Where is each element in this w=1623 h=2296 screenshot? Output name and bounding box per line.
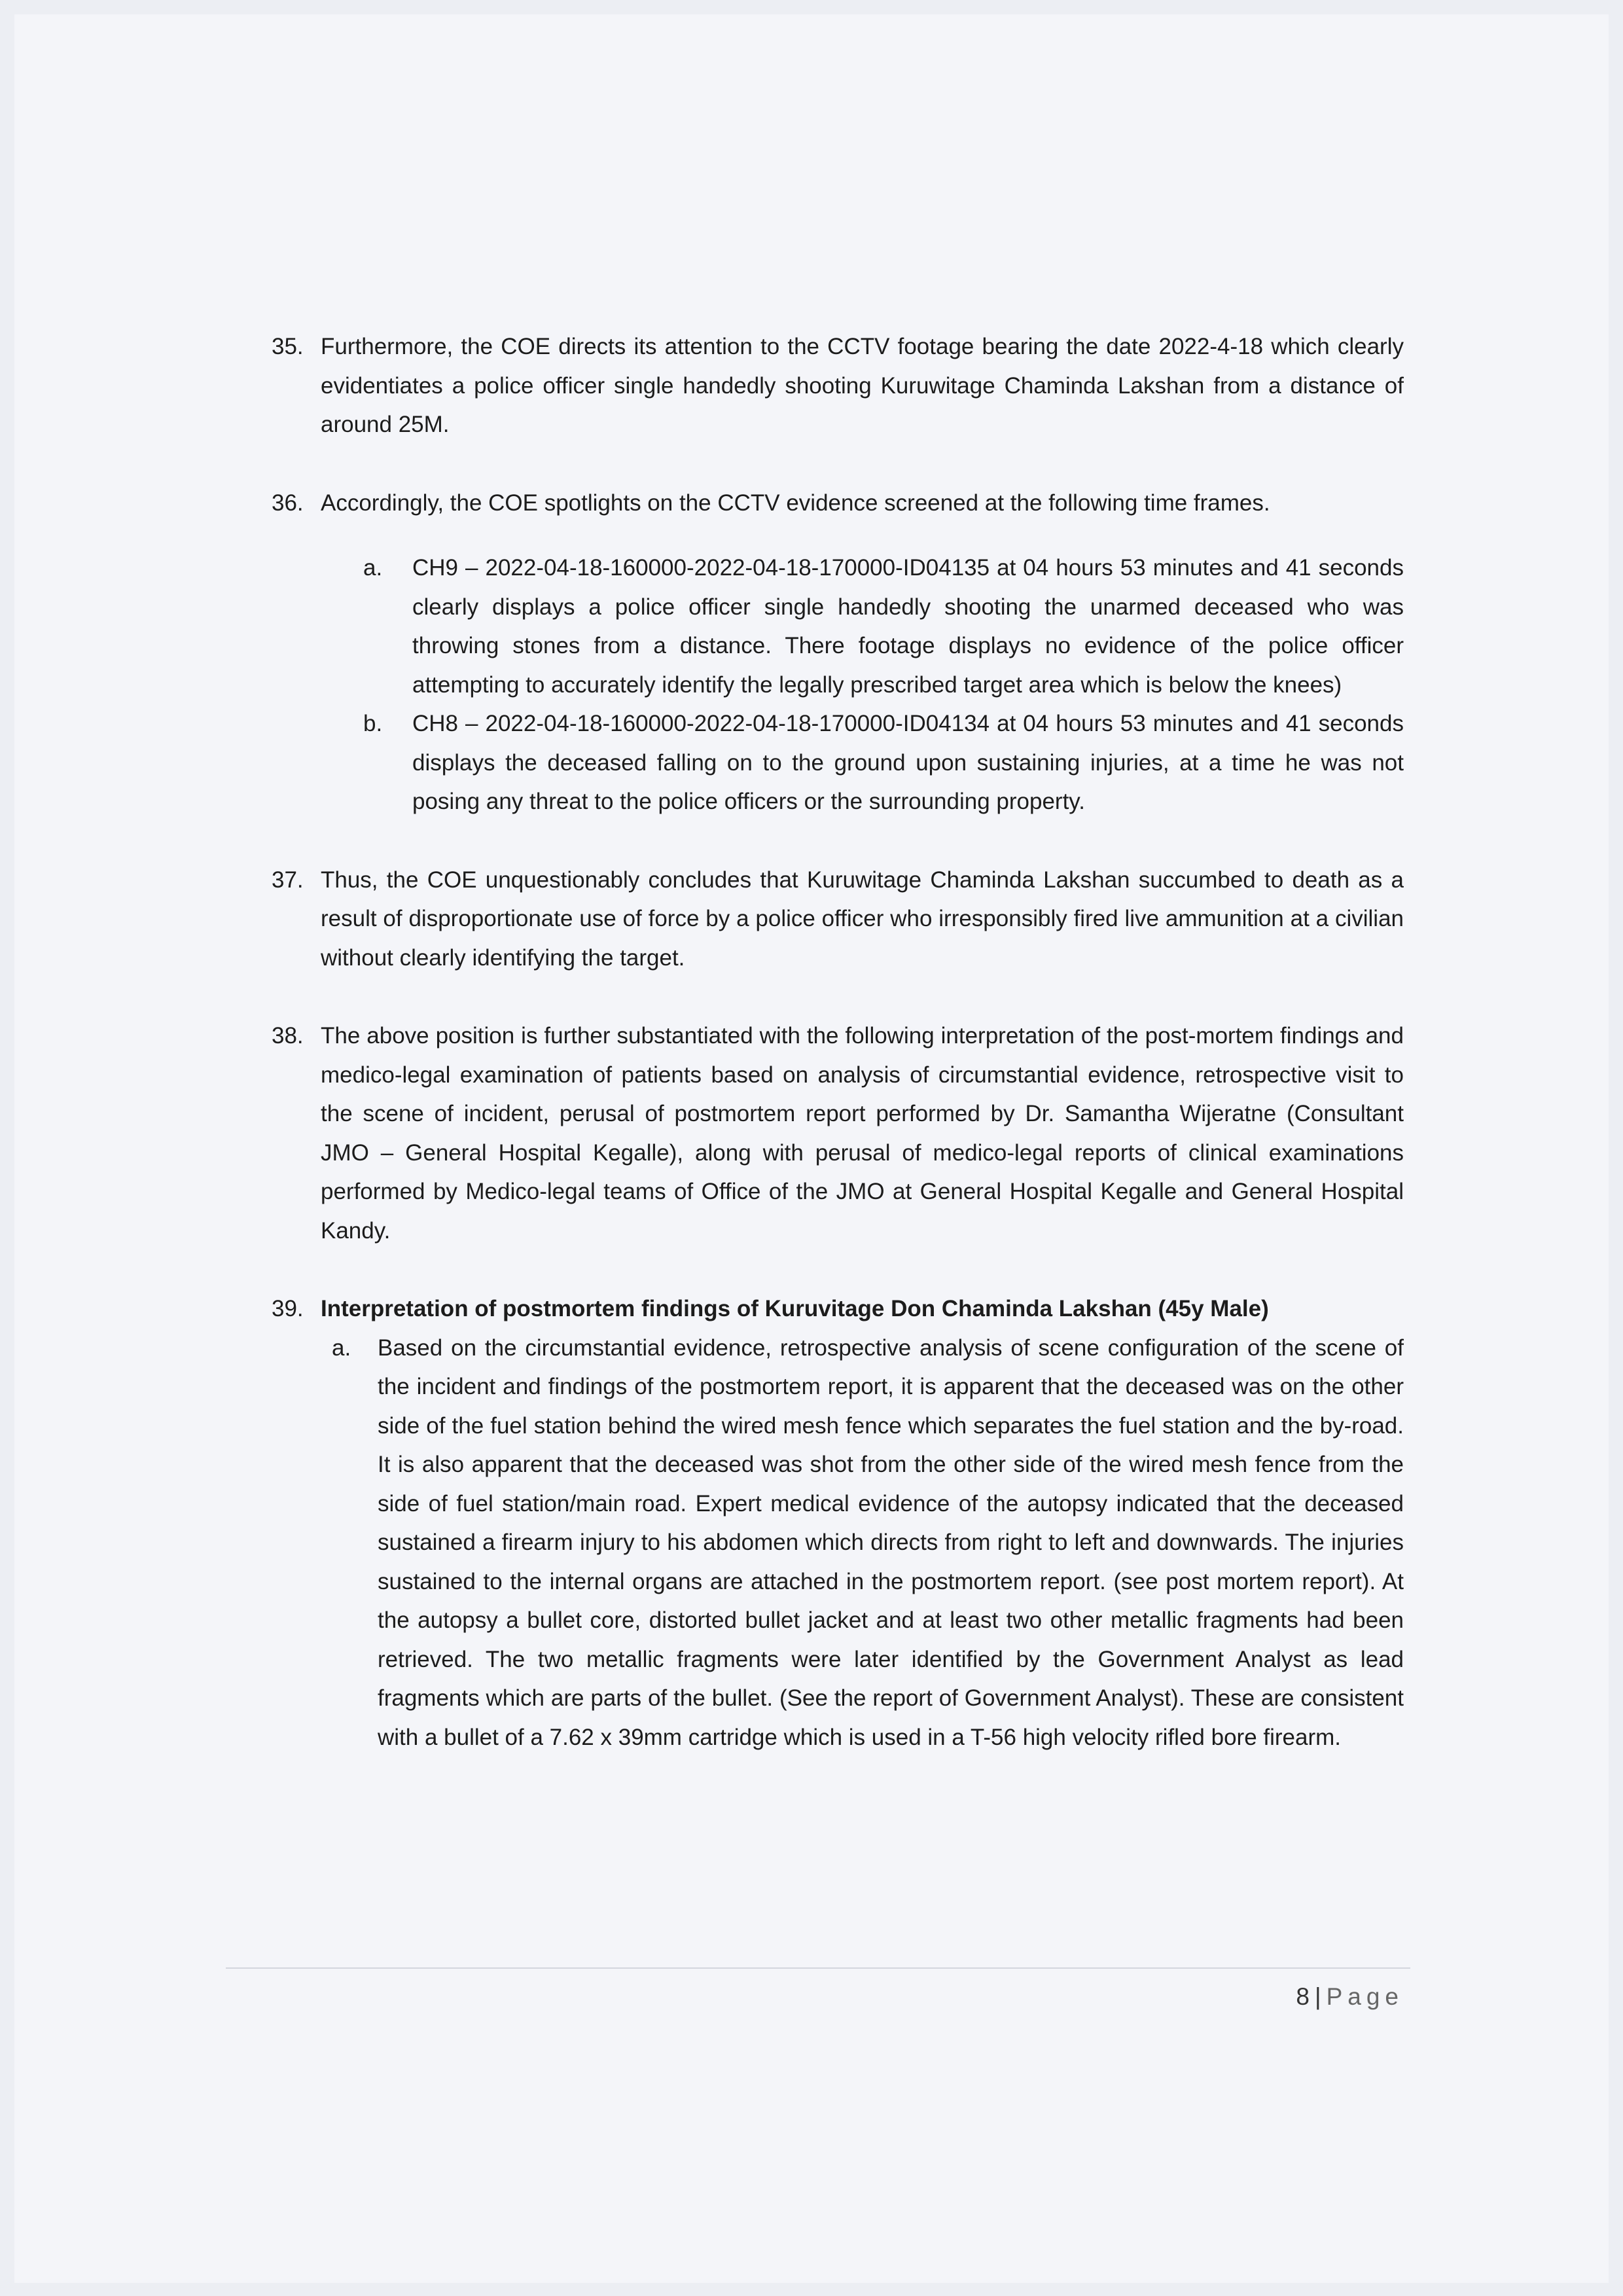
- paragraph-number: 36.: [272, 490, 304, 516]
- paragraph-number: 38.: [272, 1023, 304, 1049]
- page-number: 8: [1296, 1983, 1310, 2010]
- paragraph-text: Accordingly, the COE spotlights on the CCTV evidence screened at the following time frames.: [321, 490, 1270, 516]
- paragraph-36: [272, 484, 1404, 523]
- paragraph-number: 39.: [272, 1296, 304, 1321]
- page-label: Page: [1326, 1983, 1404, 2010]
- list-item-letter: b.: [363, 711, 383, 736]
- paragraph-36-list: [272, 548, 1404, 821]
- list-item-text: Based on the circumstantial evidence, retrospective analysis of scene configuration of the scene of the incident and findings of the postmortem report, it is apparent that the deceased was on the other side of the fuel station behind the wired mesh fence which separates the fuel station and the by-road. It is also apparent that the deceased was shot from the other side of the wired mesh fence from the side of fuel station/main road. Expert medical evidence of the autopsy indicated that the deceased sustained a firearm injury to his abdomen which directs from right to left and downwards. The injuries sustained to the internal organs are attached in the postmortem report. (see post mortem report). At the autopsy a bullet core, distorted bullet jacket and at least two other metallic fragments had been retrieved. The two metallic fragments were later identified by the Government Analyst as lead fragments which are parts of the bullet. (See the report of Government Analyst). These are consistent with a bullet of a 7.62 x 39mm cartridge which is used in a T-56 high velocity rifled bore firearm.: [378, 1335, 1404, 1750]
- list-item: [272, 704, 1404, 821]
- paragraph-number: 35.: [272, 334, 304, 359]
- document-body: [272, 327, 1404, 1757]
- paragraph-38: [272, 1016, 1404, 1250]
- list-item-letter: a.: [363, 555, 383, 581]
- list-item-text: CH9 – 2022-04-18-160000-2022-04-18-170000-ID04135 at 04 hours 53 minutes and 41 seconds clearly displays a police officer single handedly shooting the unarmed deceased who was throwing stones from a distance. There footage displays no evidence of the police officer attempting to accurately identify the legally prescribed target area which is below the knees): [412, 555, 1404, 698]
- paragraph-39-list: [272, 1329, 1404, 1757]
- paragraph-39: [272, 1289, 1404, 1329]
- paragraph-37: [272, 861, 1404, 978]
- footer-divider: [226, 1967, 1410, 1969]
- paragraph-number: 37.: [272, 867, 304, 893]
- paragraph-35: [272, 327, 1404, 444]
- section-heading: Interpretation of postmortem findings of Kuruvitage Don Chaminda Lakshan (45y Male): [321, 1296, 1269, 1321]
- paragraph-text: The above position is further substantiated with the following interpretation of the post-mortem findings and medico-legal examination of patients based on analysis of circumstantial evidence, retrospective visit to the scene of incident, perusal of postmortem report performed by Dr. Samantha Wijeratne (Consultant JMO – General Hospital Kegalle), along with perusal of medico-legal reports of clinical examinations performed by Medico-legal teams of Office of the JMO at General Hospital Kegalle and General Hospital Kandy.: [321, 1023, 1404, 1244]
- paragraph-text: Furthermore, the COE directs its attention to the CCTV footage bearing the date 2022-4-18 which clearly evidentiates a police officer single handedly shooting Kuruwitage Chaminda Lakshan from a distance of around 25M.: [321, 334, 1404, 437]
- list-item: [272, 1329, 1404, 1757]
- footer-separator: |: [1314, 1983, 1321, 2010]
- list-item: [272, 548, 1404, 704]
- list-item-text: CH8 – 2022-04-18-160000-2022-04-18-170000-ID04134 at 04 hours 53 minutes and 41 seconds displays the deceased falling on to the ground upon sustaining injuries, at a time he was not posing any threat to the police officers or the surrounding property.: [412, 711, 1404, 814]
- page-footer: [1178, 1983, 1404, 2011]
- list-item-letter: a.: [332, 1335, 351, 1361]
- paragraph-text: Thus, the COE unquestionably concludes that Kuruwitage Chaminda Lakshan succumbed to death as a result of disproportionate use of force by a police officer who irresponsibly fired live ammunition at a civilian without clearly identifying the target.: [321, 867, 1404, 971]
